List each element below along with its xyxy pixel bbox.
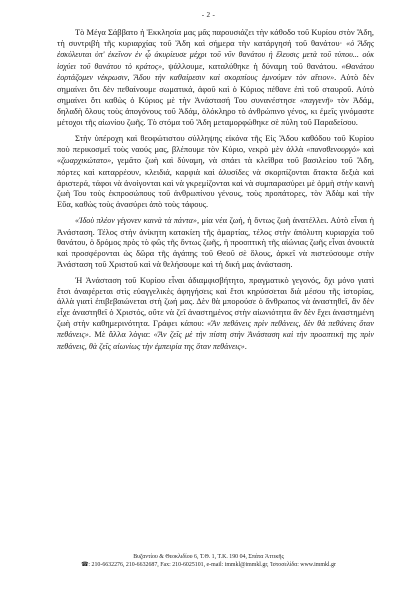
footer-contact: ☎: 210-6632276, 210-6632687, Fax: 210-6025101, e-mail: immkl@immkl.gr, Ἱστοσελίδα: www.immkl.gr <box>81 562 336 569</box>
p1-text-d: τὸν Ἀδάμ, δηλαδὴ ὅλους τοὺς ἀπογόνους τοῦ Ἀδάμ, ὁλόκληρο τὸ ἀνθρώπινο γένος, κι ἐμεῖς γινόμαστε μέτοχοι τῆς αἰωνίου ζωῆς. Τὸ στόμα τοῦ Ἅδη μεταμορφώθηκε σὲ πύλη τοῦ Παραδείσου. <box>57 94 374 127</box>
p1-text-b: , ψάλλουμε, καταλύθηκε ἡ δύναμη τοῦ θανάτου. <box>162 60 342 71</box>
p4-text-b: . Μὲ ἄλλα λόγια: <box>88 329 154 340</box>
paragraph-2 <box>57 133 374 209</box>
paragraph-1 <box>57 27 374 127</box>
p1-quote-3: «παγγενῆ» <box>299 95 334 105</box>
p4-text-a: Ἡ Ἀνάσταση τοῦ Κυρίου εἶναι ἀδιαμφισβήτητο, πραγματικὸ γεγονός, ὄχι μόνο γιατὶ ἔτσι ἀναφέρεται στὶς εὐαγγελικὲς ἀφηγήσεις καὶ ἔτσι κηρύσσεται διὰ μέσου τῆς ἱστορίας, ἀλλὰ γιατὶ ἐπιβεβαιώνεται στὴ ζωή μας. Δὲν θὰ μπορούσε ὁ ἄνθρωπος νὰ ἀναστηθεῖ, ἂν δὲν εἶχε ἀναστηθεῖ ὁ Χριστός, οὔτε νὰ ζεῖ ἀναστημένος στὴν αἰωνιότητα ἂν δὲν ἔχει ἀναστημένη ζωὴ στὴν καθημερινότητα. Γράφει κάπου: <box>57 275 374 328</box>
p2-text-a: Στὴν ὑπέροχη καὶ θεοφώτιστου σύλληψης εἰκόνα τῆς Εἰς Ἅδου καθόδου τοῦ Κυρίου ποὺ περικοσμεῖ τοὺς ναούς μας, βλέπουμε τὸν Κύριο, νεκρὸ μὲν ἀλλὰ <box>57 133 374 154</box>
p4-quote-1: «Ἂν πεθάνεις πρὶν πεθάνεις, δὲν θὰ πεθάνεις ὅταν πεθάνεις» <box>57 318 374 340</box>
p1-quote-1: «ὁ Ἅδης ἐσκύλευται ὑπ' ἐκεῖνον ἐν ᾧ ἀκυρίευσε μέχρι τοῦ νῦν θανάτου ἡ ἔλευσις μετὰ τοῦ τύπου... οὐκ ἰσχύει τοῦ θανάτου τὸ κράτος» <box>57 38 375 71</box>
p1-text-a: Τὸ Μέγα Σάββατο ἡ Ἐκκλησία μας μᾶς παρουσιάζει τὴν κάθοδο τοῦ Κυρίου στὸν Ἅδη, τὴ συντριβὴ τῆς κυριαρχίας τοῦ Ἅδη καὶ σήμερα τὴν κατάργησή τοῦ θανάτου· <box>57 27 374 48</box>
page-number: - 2 - <box>201 11 216 19</box>
p4-quote-2: «Ἂν ζεῖς μὲ τὴν πίστη στὴν Ἀνάσταση καὶ τὴν προοπτικὴ της πρὶν πεθάνεις, θὰ ζεῖς αἰωνίως τὴν ἐμπειρία της ὅταν πεθάνεις» <box>57 330 374 351</box>
page-footer <box>0 553 417 569</box>
p1-text-c: . Αὐτὸ δὲν σημαίνει ὅτι δὲν πεθαίνουμε σωματικά, ἀφοῦ καὶ ὁ Κύριος πέθανε ἐπὶ τοῦ σταυροῦ. Αὐτὸ σημαίνει ὅτι καθὼς ὁ Κύριος μὲ τὴν Ἀνάστασή Του συνανέστησε <box>57 72 374 105</box>
footer-address: Βυζαντίου & Θεοκλιδίου 6, Τ.Θ. 1, Τ.Κ. 190 04, Σπάτα Ἀττικῆς <box>133 554 284 560</box>
p3-text-a: , μία νέα ζωή, ἡ ὄντως ζωὴ ἀνατέλλει. Αὐτὸ εἶναι ἡ Ἀνάσταση. Τέλος στὴν ἀνίκητη κατακίεη τῆς ἁμαρτίας, τέλος στὴν ἀπόλυτη κυριαρχία τοῦ θανάτου, ὁ δρόμος πρὸς τὸ φῶς τῆς ὄντως ζωῆς, ἡ προοπτικὴ τῆς αἰώνιας ζωῆς εἶναι ἀνοικτὰ καὶ προσφέρονται ὡς δῶρα τῆς ἀγάπης τοῦ Θεοῦ σὲ ὅλους, ἀρκεῖ νὰ πιστεύσουμε στὴν Ἀνάσταση τοῦ Χριστοῦ καὶ νὰ θελήσουμε καὶ τὴ δική μας ἀνάσταση. <box>57 215 375 269</box>
p2-text-b: καὶ <box>360 143 374 154</box>
paragraph-3 <box>57 215 374 269</box>
p3-quote-1: «Ἰδοὺ πλέον γέγονεν καινὰ τὰ πάντα» <box>75 216 197 226</box>
paragraph-4 <box>57 275 374 352</box>
p4-text-c: . <box>244 340 247 351</box>
document-body <box>57 27 374 358</box>
p2-quote-2: «ζωαρχικώτατο» <box>57 156 112 166</box>
p1-quote-2: «Θανάτου ἑορτάζομεν νέκρωσιν, Ἅδου τὴν καθαίρεσιν καὶ σκορπίους ἐμνούμεν τὸν αἴτιον» <box>57 61 374 83</box>
p2-quote-1: «πανσθενουργὸ» <box>306 144 361 154</box>
p2-text-c: , γεμᾶτο ζωὴ καὶ δύναμη, νὰ σπάει τὰ κλεῖθρα τοῦ βασιλείου τοῦ Ἅδη, πόρτες καὶ καταρρέουν, κλειδιά, καρφιὰ καὶ ἁλυσίδες νὰ σκορπίζονται ἄτακτα δεξιὰ καὶ ἀριστερά, τάφοι νὰ ἀνοίγονται καὶ νὰ γκρεμίζονται καὶ νὰ συμπαρασύρει μὲ ὁρμὴ στὴν καινὴ ζωὴ Του τοὺς ἐκπροσώπους τοῦ ἀνθρωπίνου γένους, τοὺς προπάτορες, τὸν Ἀδὰμ καὶ τὴν Εὔα, καθὼς τοὺς ἀνασύρει ἀπὸ τοὺς τάφους. <box>57 155 374 209</box>
